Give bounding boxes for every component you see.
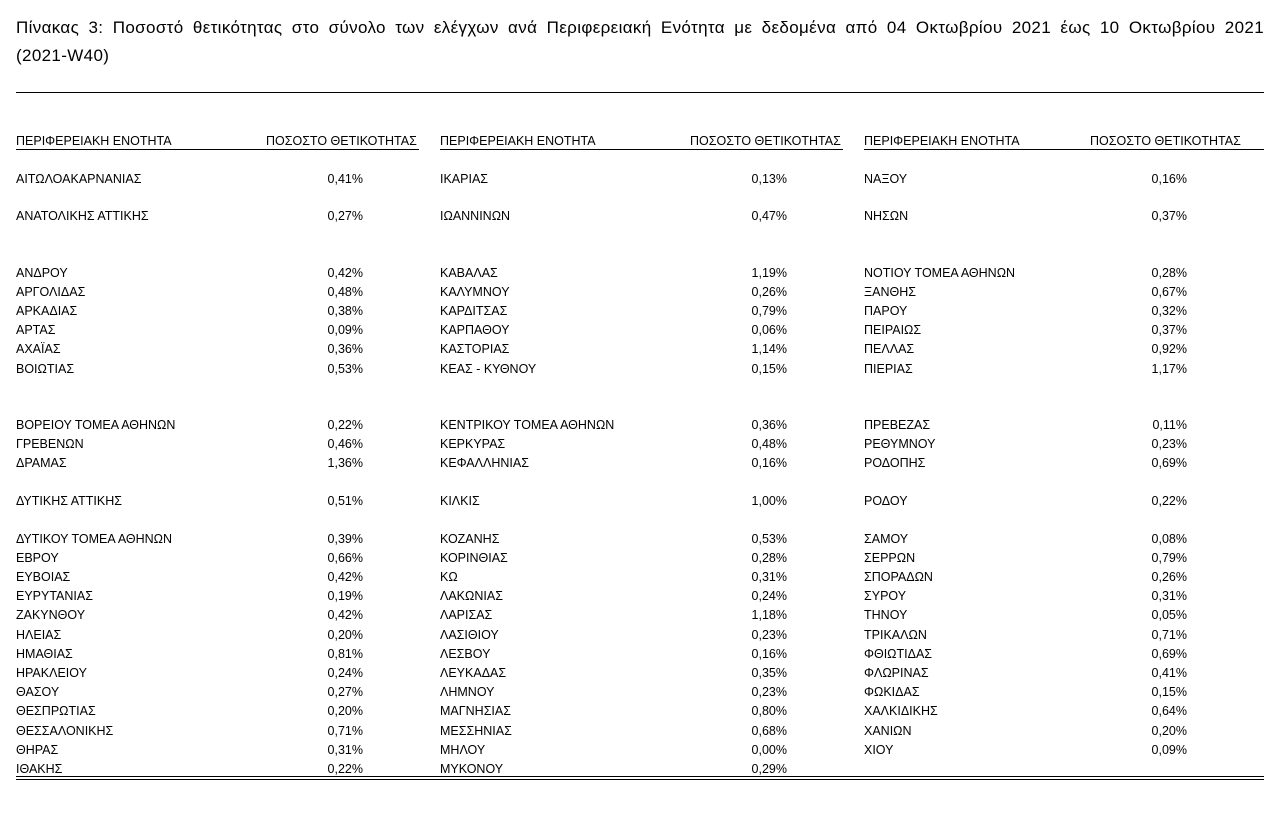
positivity-value: 0,79% xyxy=(1151,551,1187,565)
table-caption: Πίνακας 3: Ποσοστό θετικότητας στο σύνολο των ελέγχων ανά Περιφερειακή Ενότητα με δεδομένα από 04 Οκτωβρίου 2021 έως 10 Οκτωβρίου 2021 (2021-W40) xyxy=(16,18,1264,65)
positivity-value: 0,92% xyxy=(1151,342,1187,356)
positivity-value: 0,28% xyxy=(751,551,787,565)
positivity-value: 0,05% xyxy=(1151,608,1187,622)
region-name: ΚΙΛΚΙΣ xyxy=(440,494,480,508)
table-row xyxy=(864,532,1187,551)
positivity-value: 1,17% xyxy=(1151,362,1187,376)
table-row xyxy=(16,456,363,475)
table-row xyxy=(440,342,787,361)
region-name: ΗΜΑΘΙΑΣ xyxy=(16,647,73,661)
table-row xyxy=(16,532,363,551)
positivity-value: 0,20% xyxy=(327,628,363,642)
region-name: ΘΗΡΑΣ xyxy=(16,743,59,757)
table-row xyxy=(440,418,787,437)
table-row xyxy=(16,418,363,437)
positivity-value: 0,68% xyxy=(751,724,787,738)
table-row xyxy=(16,724,363,743)
positivity-value: 0,64% xyxy=(1151,704,1187,718)
region-name: ΔΥΤΙΚΟΥ ΤΟΜΕΑ ΑΘΗΝΩΝ xyxy=(16,532,173,546)
positivity-value: 0,23% xyxy=(1151,437,1187,451)
positivity-value: 0,41% xyxy=(327,172,363,186)
table-row xyxy=(16,608,363,627)
table-row xyxy=(16,285,363,304)
region-name: ΤΡΙΚΑΛΩΝ xyxy=(864,628,927,642)
positivity-value: 0,47% xyxy=(751,209,787,223)
table-row xyxy=(440,285,787,304)
region-name: ΚΟΖΑΝΗΣ xyxy=(440,532,500,546)
positivity-value: 0,79% xyxy=(751,304,787,318)
table-row xyxy=(440,209,787,228)
table-row xyxy=(440,172,787,191)
region-name: ΕΥΡΥΤΑΝΙΑΣ xyxy=(16,589,93,603)
table-row xyxy=(16,342,363,361)
region-name: ΗΡΑΚΛΕΙΟΥ xyxy=(16,666,87,680)
table-row xyxy=(864,456,1187,475)
table-row xyxy=(16,209,363,228)
table-row xyxy=(864,647,1187,666)
positivity-value: 0,71% xyxy=(1151,628,1187,642)
positivity-value: 1,19% xyxy=(751,266,787,280)
region-name: ΚΑΣΤΟΡΙΑΣ xyxy=(440,342,510,356)
positivity-value: 0,08% xyxy=(1151,532,1187,546)
positivity-value: 0,51% xyxy=(327,494,363,508)
region-name: ΛΕΣΒΟΥ xyxy=(440,647,491,661)
region-name: ΒΟΡΕΙΟΥ ΤΟΜΕΑ ΑΘΗΝΩΝ xyxy=(16,418,176,432)
positivity-value: 0,20% xyxy=(1151,724,1187,738)
table-row xyxy=(440,570,787,589)
region-header: ΠΕΡΙΦΕΡΕΙΑΚΗ ΕΝΟΤΗΤΑ xyxy=(16,134,172,148)
region-name: ΠΑΡΟΥ xyxy=(864,304,908,318)
table-row xyxy=(440,494,787,513)
table-row xyxy=(16,704,363,723)
region-name: ΚΩ xyxy=(440,570,458,584)
positivity-value: 0,81% xyxy=(327,647,363,661)
positivity-value: 0,16% xyxy=(1151,172,1187,186)
region-name: ΙΘΑΚΗΣ xyxy=(16,762,63,776)
table-row xyxy=(16,304,363,323)
region-name: ΛΑΚΩΝΙΑΣ xyxy=(440,589,503,603)
region-name: ΡΟΔΟΠΗΣ xyxy=(864,456,926,470)
positivity-value: 0,71% xyxy=(327,724,363,738)
table-row xyxy=(864,266,1187,285)
table-row xyxy=(864,418,1187,437)
region-name: ΣΕΡΡΩΝ xyxy=(864,551,916,565)
region-name: ΜΕΣΣΗΝΙΑΣ xyxy=(440,724,512,738)
region-name: ΠΕΙΡΑΙΩΣ xyxy=(864,323,922,337)
region-name: ΑΡΚΑΔΙΑΣ xyxy=(16,304,78,318)
region-name: ΚΟΡΙΝΘΙΑΣ xyxy=(440,551,508,565)
region-name: ΞΑΝΘΗΣ xyxy=(864,285,916,299)
region-name: ΚΑΒΑΛΑΣ xyxy=(440,266,498,280)
region-name: ΧΑΛΚΙΔΙΚΗΣ xyxy=(864,704,938,718)
region-name: ΒΟΙΩΤΙΑΣ xyxy=(16,362,75,376)
region-name: ΚΑΡΔΙΤΣΑΣ xyxy=(440,304,508,318)
table-row xyxy=(440,647,787,666)
table-row xyxy=(864,551,1187,570)
positivity-value: 0,32% xyxy=(1151,304,1187,318)
region-name: ΙΩΑΝΝΙΝΩΝ xyxy=(440,209,511,223)
positivity-value: 0,24% xyxy=(751,589,787,603)
positivity-value: 0,80% xyxy=(751,704,787,718)
region-name: ΦΩΚΙΔΑΣ xyxy=(864,685,920,699)
positivity-value: 0,31% xyxy=(751,570,787,584)
positivity-header: ΠΟΣΟΣΤΟ ΘΕΤΙΚΟΤΗΤΑΣ xyxy=(1090,134,1241,148)
positivity-value: 0,38% xyxy=(327,304,363,318)
region-name: ΘΕΣΣΑΛΟΝΙΚΗΣ xyxy=(16,724,114,738)
table-row xyxy=(16,266,363,285)
table-row xyxy=(864,628,1187,647)
table-row xyxy=(440,323,787,342)
region-name: ΗΛΕΙΑΣ xyxy=(16,628,62,642)
region-name: ΝΑΞΟΥ xyxy=(864,172,908,186)
region-name: ΘΕΣΠΡΩΤΙΑΣ xyxy=(16,704,96,718)
region-name: ΙΚΑΡΙΑΣ xyxy=(440,172,489,186)
positivity-value: 0,53% xyxy=(327,362,363,376)
positivity-value: 0,22% xyxy=(327,762,363,776)
table-row xyxy=(864,589,1187,608)
positivity-value: 0,42% xyxy=(327,608,363,622)
table-row xyxy=(864,362,1187,381)
positivity-value: 0,36% xyxy=(751,418,787,432)
region-name: ΜΗΛΟΥ xyxy=(440,743,486,757)
positivity-value: 1,00% xyxy=(751,494,787,508)
caption-divider xyxy=(16,92,1264,93)
table-row xyxy=(864,209,1187,228)
region-name: ΑΙΤΩΛΟΑΚΑΡΝΑΝΙΑΣ xyxy=(16,172,142,186)
positivity-value: 0,66% xyxy=(327,551,363,565)
region-name: ΕΒΡΟΥ xyxy=(16,551,59,565)
table-row xyxy=(440,532,787,551)
table-row xyxy=(16,570,363,589)
region-name: ΑΡΓΟΛΙΔΑΣ xyxy=(16,285,86,299)
region-name: ΕΥΒΟΙΑΣ xyxy=(16,570,71,584)
positivity-value: 0,19% xyxy=(327,589,363,603)
table-row xyxy=(440,685,787,704)
table-row xyxy=(440,362,787,381)
table-row xyxy=(864,285,1187,304)
region-name: ΛΕΥΚΑΔΑΣ xyxy=(440,666,507,680)
table-row xyxy=(440,743,787,762)
positivity-value: 0,69% xyxy=(1151,647,1187,661)
table-row xyxy=(16,551,363,570)
header-divider xyxy=(864,149,1264,150)
region-name: ΜΥΚΟΝΟΥ xyxy=(440,762,504,776)
region-name: ΛΗΜΝΟΥ xyxy=(440,685,495,699)
positivity-value: 0,09% xyxy=(327,323,363,337)
region-name: ΝΟΤΙΟΥ ΤΟΜΕΑ ΑΘΗΝΩΝ xyxy=(864,266,1016,280)
positivity-value: 0,16% xyxy=(751,456,787,470)
region-name: ΑΧΑΪΑΣ xyxy=(16,342,61,356)
table-row xyxy=(16,494,363,513)
positivity-value: 0,39% xyxy=(327,532,363,546)
positivity-value: 0,28% xyxy=(1151,266,1187,280)
positivity-value: 0,35% xyxy=(751,666,787,680)
positivity-value: 0,48% xyxy=(751,437,787,451)
positivity-value: 0,23% xyxy=(751,628,787,642)
table-row xyxy=(440,608,787,627)
table-row xyxy=(16,762,363,781)
table-row xyxy=(864,570,1187,589)
table-row xyxy=(16,437,363,456)
region-name: ΧΙΟΥ xyxy=(864,743,894,757)
table-row xyxy=(16,685,363,704)
region-name: ΜΑΓΝΗΣΙΑΣ xyxy=(440,704,511,718)
table-row xyxy=(16,666,363,685)
region-header: ΠΕΡΙΦΕΡΕΙΑΚΗ ΕΝΟΤΗΤΑ xyxy=(864,134,1020,148)
region-name: ΔΥΤΙΚΗΣ ΑΤΤΙΚΗΣ xyxy=(16,494,122,508)
table-row xyxy=(440,628,787,647)
positivity-value: 0,31% xyxy=(1151,589,1187,603)
table-row xyxy=(864,323,1187,342)
header-divider xyxy=(440,149,843,150)
positivity-value: 0,42% xyxy=(327,266,363,280)
positivity-value: 0,26% xyxy=(751,285,787,299)
table-row xyxy=(16,628,363,647)
region-name: ΑΝΑΤΟΛΙΚΗΣ ΑΤΤΙΚΗΣ xyxy=(16,209,149,223)
region-name: ΠΡΕΒΕΖΑΣ xyxy=(864,418,931,432)
region-name: ΑΡΤΑΣ xyxy=(16,323,56,337)
positivity-value: 0,37% xyxy=(1151,323,1187,337)
table-row xyxy=(440,704,787,723)
positivity-value: 0,22% xyxy=(1151,494,1187,508)
table-row xyxy=(440,304,787,323)
region-name: ΝΗΣΩΝ xyxy=(864,209,909,223)
table-row xyxy=(16,362,363,381)
positivity-value: 0,09% xyxy=(1151,743,1187,757)
region-name: ΚΕΡΚΥΡΑΣ xyxy=(440,437,506,451)
positivity-value: 0,27% xyxy=(327,685,363,699)
positivity-value: 0,48% xyxy=(327,285,363,299)
region-name: ΚΕΦΑΛΛΗΝΙΑΣ xyxy=(440,456,529,470)
table-row xyxy=(440,589,787,608)
table-row xyxy=(864,666,1187,685)
region-name: ΣΥΡΟΥ xyxy=(864,589,907,603)
positivity-value: 0,53% xyxy=(751,532,787,546)
table-row xyxy=(864,342,1187,361)
region-name: ΦΘΙΩΤΙΔΑΣ xyxy=(864,647,933,661)
table-row xyxy=(440,666,787,685)
positivity-header: ΠΟΣΟΣΤΟ ΘΕΤΙΚΟΤΗΤΑΣ xyxy=(266,134,417,148)
region-name: ΣΑΜΟΥ xyxy=(864,532,909,546)
table-row xyxy=(864,608,1187,627)
region-name: ΖΑΚΥΝΘΟΥ xyxy=(16,608,86,622)
region-name: ΧΑΝΙΩΝ xyxy=(864,724,912,738)
positivity-value: 0,22% xyxy=(327,418,363,432)
positivity-value: 0,11% xyxy=(1152,418,1187,432)
positivity-value: 0,69% xyxy=(1151,456,1187,470)
table-row xyxy=(16,647,363,666)
positivity-header: ΠΟΣΟΣΤΟ ΘΕΤΙΚΟΤΗΤΑΣ xyxy=(690,134,841,148)
positivity-value: 0,16% xyxy=(751,647,787,661)
region-name: ΚΑΛΥΜΝΟΥ xyxy=(440,285,510,299)
region-name: ΡΕΘΥΜΝΟΥ xyxy=(864,437,936,451)
table-row xyxy=(440,437,787,456)
region-header: ΠΕΡΙΦΕΡΕΙΑΚΗ ΕΝΟΤΗΤΑ xyxy=(440,134,596,148)
table-row xyxy=(864,172,1187,191)
region-name: ΚΕΝΤΡΙΚΟΥ ΤΟΜΕΑ ΑΘΗΝΩΝ xyxy=(440,418,615,432)
table-row xyxy=(440,762,787,781)
positivity-value: 0,20% xyxy=(327,704,363,718)
table-row xyxy=(864,437,1187,456)
region-name: ΚΑΡΠΑΘΟΥ xyxy=(440,323,510,337)
positivity-value: 0,27% xyxy=(327,209,363,223)
table-row xyxy=(864,724,1187,743)
region-name: ΠΕΛΛΑΣ xyxy=(864,342,915,356)
region-name: ΛΑΡΙΣΑΣ xyxy=(440,608,493,622)
positivity-value: 1,36% xyxy=(327,456,363,470)
table-row xyxy=(16,323,363,342)
table-row xyxy=(864,704,1187,723)
region-name: ΣΠΟΡΑΔΩΝ xyxy=(864,570,933,584)
table-row xyxy=(16,743,363,762)
region-name: ΓΡΕΒΕΝΩΝ xyxy=(16,437,84,451)
positivity-value: 0,23% xyxy=(751,685,787,699)
region-name: ΤΗΝΟΥ xyxy=(864,608,908,622)
region-name: ΠΙΕΡΙΑΣ xyxy=(864,362,913,376)
table-row xyxy=(16,589,363,608)
region-name: ΦΛΩΡΙΝΑΣ xyxy=(864,666,929,680)
table-row xyxy=(440,551,787,570)
table-row xyxy=(864,685,1187,704)
region-name: ΛΑΣΙΘΙΟΥ xyxy=(440,628,499,642)
region-name: ΑΝΔΡΟΥ xyxy=(16,266,68,280)
positivity-value: 0,37% xyxy=(1151,209,1187,223)
table-row xyxy=(864,304,1187,323)
positivity-value: 1,18% xyxy=(751,608,787,622)
positivity-value: 0,46% xyxy=(327,437,363,451)
positivity-value: 0,26% xyxy=(1151,570,1187,584)
positivity-value: 1,14% xyxy=(751,342,787,356)
positivity-value: 0,24% xyxy=(327,666,363,680)
positivity-value: 0,42% xyxy=(327,570,363,584)
header-divider xyxy=(16,149,419,150)
region-name: ΘΑΣΟΥ xyxy=(16,685,60,699)
region-name: ΡΟΔΟΥ xyxy=(864,494,908,508)
positivity-value: 0,15% xyxy=(751,362,787,376)
table-row xyxy=(864,743,1187,762)
table-row xyxy=(440,266,787,285)
positivity-value: 0,36% xyxy=(327,342,363,356)
positivity-value: 0,67% xyxy=(1151,285,1187,299)
region-name: ΔΡΑΜΑΣ xyxy=(16,456,67,470)
positivity-value: 0,31% xyxy=(327,743,363,757)
positivity-value: 0,29% xyxy=(751,762,787,776)
table-row xyxy=(864,494,1187,513)
table-row xyxy=(16,172,363,191)
positivity-value: 0,15% xyxy=(1151,685,1187,699)
positivity-value: 0,06% xyxy=(751,323,787,337)
positivity-value: 0,13% xyxy=(751,172,787,186)
table-row xyxy=(440,724,787,743)
positivity-value: 0,41% xyxy=(1151,666,1187,680)
positivity-value: 0,00% xyxy=(751,743,787,757)
region-name: ΚΕΑΣ - ΚΥΘΝΟΥ xyxy=(440,362,537,376)
table-row xyxy=(440,456,787,475)
